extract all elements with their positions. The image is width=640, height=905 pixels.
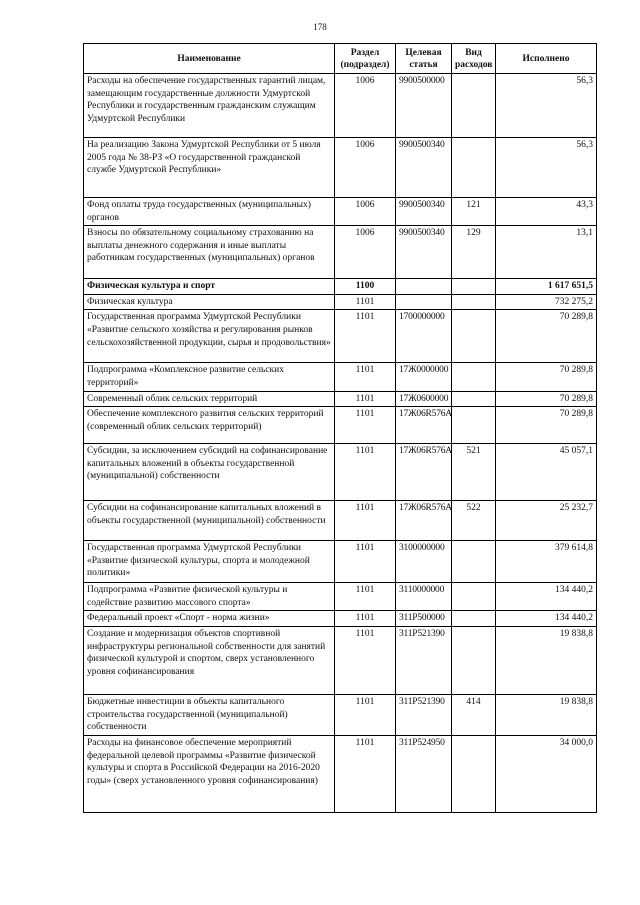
cell-type: 521	[452, 444, 496, 501]
table-row	[84, 501, 597, 541]
table-row	[84, 735, 597, 812]
cell-type	[452, 391, 496, 407]
cell-type	[452, 310, 496, 363]
cell-name: Современный облик сельских территорий	[84, 391, 335, 407]
table-row	[84, 407, 597, 444]
cell-name: Подпрограмма «Комплексное развитие сельских территорий»	[84, 363, 335, 391]
cell-type	[452, 735, 496, 812]
cell-target	[396, 294, 452, 310]
cell-section: 1006	[335, 226, 396, 279]
cell-type	[452, 363, 496, 391]
cell-amount: 56,3	[496, 74, 597, 138]
table-row	[84, 138, 597, 198]
cell-name: Федеральный проект «Спорт - норма жизни»	[84, 611, 335, 627]
table-row	[84, 294, 597, 310]
cell-section: 1101	[335, 626, 396, 694]
cell-name: Физическая культура	[84, 294, 335, 310]
table-row	[84, 391, 597, 407]
cell-section: 1101	[335, 583, 396, 611]
cell-amount: 379 614,8	[496, 541, 597, 583]
table-row	[84, 541, 597, 583]
cell-section: 1101	[335, 310, 396, 363]
cell-name: На реализацию Закона Удмуртской Республики от 5 июля 2005 года № 38-РЗ «О государственной гражданской службе Удмуртской Республики»	[84, 138, 335, 198]
cell-target: 17Ж06R576A	[396, 444, 452, 501]
table-row	[84, 444, 597, 501]
cell-amount: 19 838,8	[496, 694, 597, 735]
cell-type	[452, 294, 496, 310]
cell-type	[452, 611, 496, 627]
cell-target: 17Ж0600000	[396, 391, 452, 407]
header-amount: Исполнено	[496, 44, 597, 74]
cell-section: 1101	[335, 363, 396, 391]
cell-section: 1006	[335, 138, 396, 198]
cell-amount: 732 275,2	[496, 294, 597, 310]
cell-target: 9900500000	[396, 74, 452, 138]
cell-name: Расходы на обеспечение государственных гарантий лицам, замещающим государственные должности Удмуртской Республики и государственным гражданским служащим Удмуртской Республики	[84, 74, 335, 138]
page-number: 178	[313, 22, 327, 32]
budget-table	[83, 43, 597, 813]
cell-type	[452, 541, 496, 583]
cell-target: 9900500340	[396, 226, 452, 279]
table-row	[84, 611, 597, 627]
cell-name: Подпрограмма «Развитие физической культуры и содействие развитию массового спорта»	[84, 583, 335, 611]
cell-target: 311P521390	[396, 694, 452, 735]
cell-amount: 25 232,7	[496, 501, 597, 541]
header-name: Наименование	[84, 44, 335, 74]
cell-target: 1700000000	[396, 310, 452, 363]
cell-section: 1101	[335, 541, 396, 583]
cell-section: 1006	[335, 74, 396, 138]
cell-name: Создание и модернизация объектов спортивной инфраструктуры региональной собственности для занятий физической культурой и спортом, сверх установленного уровня софинансирования	[84, 626, 335, 694]
cell-type: 522	[452, 501, 496, 541]
cell-amount: 43,3	[496, 198, 597, 226]
table-body	[84, 74, 597, 813]
cell-target: 17Ж0000000	[396, 363, 452, 391]
cell-section: 1101	[335, 501, 396, 541]
cell-amount: 70 289,8	[496, 310, 597, 363]
table-row	[84, 310, 597, 363]
table-row	[84, 74, 597, 138]
cell-target: 311P521390	[396, 626, 452, 694]
cell-name: Государственная программа Удмуртской Республики «Развитие сельского хозяйства и регулирования рынков сельскохозяйственной продукции, сырья и продовольствия»	[84, 310, 335, 363]
cell-name: Расходы на финансовое обеспечение мероприятий федеральной целевой программы «Развитие физической культуры и спорта в Российской Федерации на 2016-2020 годы» (сверх установленного уровня софинансирования)	[84, 735, 335, 812]
cell-amount: 70 289,8	[496, 363, 597, 391]
cell-target: 17Ж06R576A	[396, 407, 452, 444]
cell-amount: 134 440,2	[496, 583, 597, 611]
cell-target: 9900500340	[396, 198, 452, 226]
cell-amount: 70 289,8	[496, 391, 597, 407]
cell-target	[396, 279, 452, 295]
table-row	[84, 694, 597, 735]
cell-name: Субсидии на софинансирование капитальных вложений в объекты государственной (муниципальной) собственности	[84, 501, 335, 541]
cell-name: Государственная программа Удмуртской Республики «Развитие физической культуры, спорта и молодежной политики»	[84, 541, 335, 583]
table-row	[84, 626, 597, 694]
cell-type	[452, 626, 496, 694]
cell-section: 1101	[335, 294, 396, 310]
cell-section: 1101	[335, 444, 396, 501]
cell-type	[452, 583, 496, 611]
table-row	[84, 226, 597, 279]
header-type: Вид расходов	[452, 44, 496, 74]
cell-name: Субсидии, за исключением субсидий на софинансирование капитальных вложений в объекты государственной (муниципальной) собственности	[84, 444, 335, 501]
cell-section: 1101	[335, 735, 396, 812]
cell-name: Бюджетные инвестиции в объекты капитального строительства государственной (муниципальной) собственности	[84, 694, 335, 735]
cell-type	[452, 74, 496, 138]
cell-amount: 56,3	[496, 138, 597, 198]
cell-type	[452, 407, 496, 444]
cell-section: 1100	[335, 279, 396, 295]
cell-amount: 134 440,2	[496, 611, 597, 627]
cell-name: Физическая культура и спорт	[84, 279, 335, 295]
cell-type: 414	[452, 694, 496, 735]
cell-target: 311P524950	[396, 735, 452, 812]
table-row	[84, 198, 597, 226]
cell-section: 1101	[335, 611, 396, 627]
table-header-row	[84, 44, 597, 74]
cell-target: 9900500340	[396, 138, 452, 198]
cell-amount: 45 057,1	[496, 444, 597, 501]
cell-section: 1006	[335, 198, 396, 226]
cell-amount: 1 617 651,5	[496, 279, 597, 295]
cell-type	[452, 138, 496, 198]
cell-type: 129	[452, 226, 496, 279]
table-row	[84, 583, 597, 611]
cell-target: 3100000000	[396, 541, 452, 583]
cell-section: 1101	[335, 694, 396, 735]
cell-amount: 13,1	[496, 226, 597, 279]
header-section: Раздел (подраздел)	[335, 44, 396, 74]
cell-name: Фонд оплаты труда государственных (муниципальных) органов	[84, 198, 335, 226]
cell-name: Взносы по обязательному социальному страхованию на выплаты денежного содержания и иные выплаты работникам государственных (муниципальных) органов	[84, 226, 335, 279]
cell-amount: 70 289,8	[496, 407, 597, 444]
cell-type: 121	[452, 198, 496, 226]
cell-section: 1101	[335, 391, 396, 407]
cell-amount: 19 838,8	[496, 626, 597, 694]
cell-section: 1101	[335, 407, 396, 444]
cell-target: 311P500000	[396, 611, 452, 627]
table-row	[84, 279, 597, 295]
cell-target: 3110000000	[396, 583, 452, 611]
cell-amount: 34 000,0	[496, 735, 597, 812]
table-row	[84, 363, 597, 391]
cell-type	[452, 279, 496, 295]
header-target: Целевая статья	[396, 44, 452, 74]
cell-name: Обеспечение комплексного развития сельских территорий (современный облик сельских территорий)	[84, 407, 335, 444]
cell-target: 17Ж06R576A	[396, 501, 452, 541]
